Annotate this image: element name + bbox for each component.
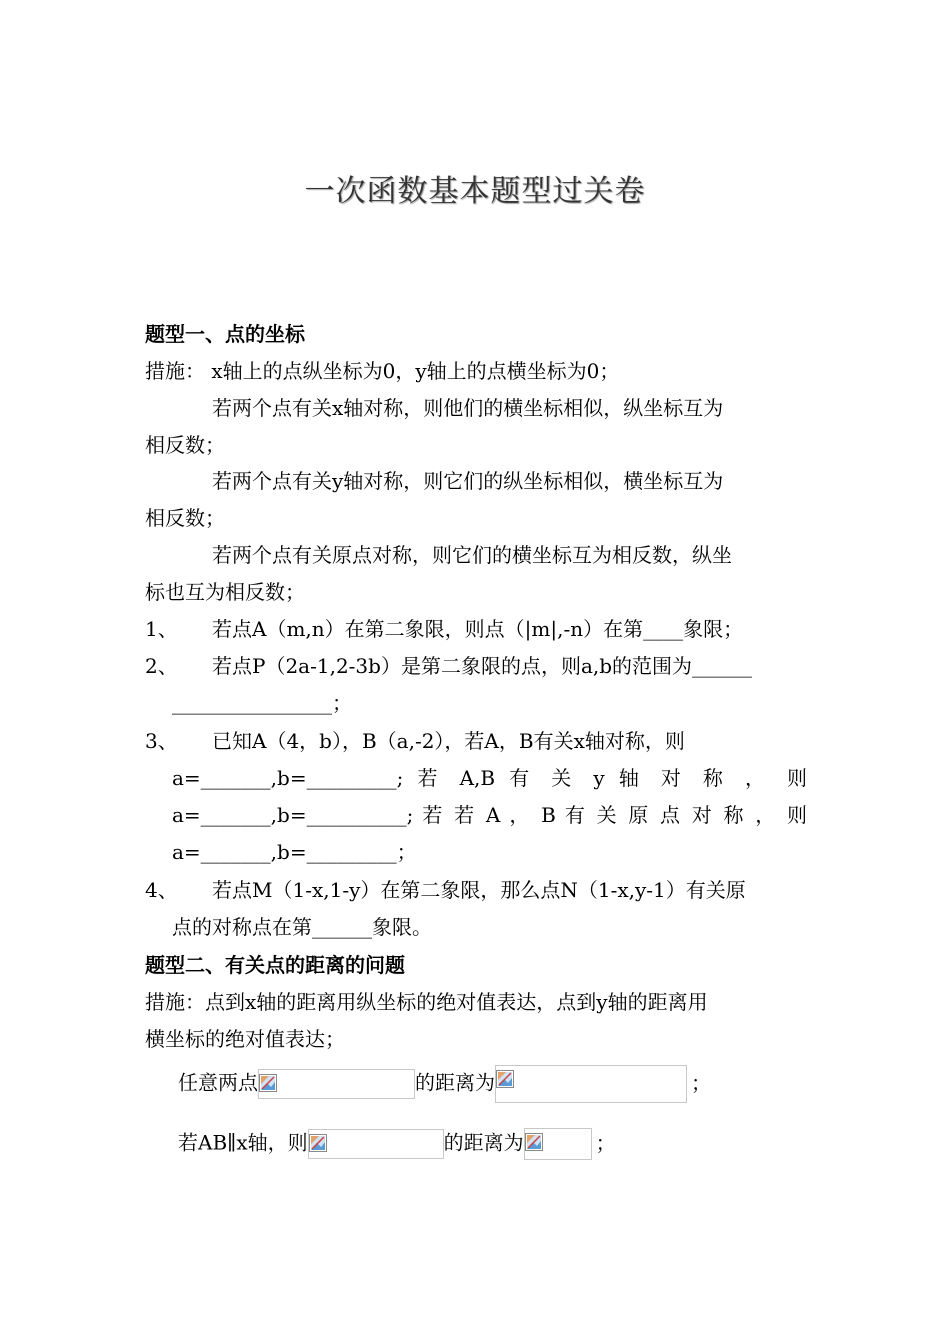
section1-measure-line: 措施： x轴上的点纵坐标为0，y轴上的点横坐标为0； xyxy=(145,359,620,383)
formula-text: ； xyxy=(595,1130,616,1155)
section1-measure-line: 若两个点有关y轴对称，则它们的纵坐标相似，横坐标互为 xyxy=(212,469,724,493)
broken-image-icon xyxy=(525,1133,543,1151)
question-text: 若点P（2a-1,2-3b）是第二象限的点，则a,b的范围为______ xyxy=(212,654,753,678)
formula-text: ； xyxy=(691,1070,711,1095)
question-3-line: a=_______,b=_________; 若 A,B 有 关 y 轴 对 称 ， 则 xyxy=(172,766,807,790)
question-2 xyxy=(145,652,807,680)
formula-image-placeholder xyxy=(524,1128,592,1160)
question-3-line: a=_______,b=__________; 若 若 A ， B 有 关 原 点 对 称 ， 则 xyxy=(172,803,807,827)
question-number: 3、 xyxy=(145,729,178,753)
question-4 xyxy=(145,876,807,904)
question-number: 2、 xyxy=(145,654,178,678)
question-3-line: a=_______,b=_________； xyxy=(172,840,417,864)
formula-line-1 xyxy=(178,1065,840,1105)
section1-measure-line: 相反数； xyxy=(145,506,225,530)
question-number: 1、 xyxy=(145,617,178,641)
question-1 xyxy=(145,615,807,643)
section1-measure-line: 若两个点有关x轴对称，则他们的横坐标相似，纵坐标互为 xyxy=(212,396,724,420)
section1-heading: 题型一、点的坐标 xyxy=(145,322,305,346)
broken-image-icon xyxy=(259,1074,277,1092)
question-text: 已知A（4，b），B（a,-2），若A，B有关x轴对称，则 xyxy=(212,729,685,753)
document-title: 一次函数基本题型过关卷 xyxy=(304,174,646,209)
section1-measure-line: 相反数； xyxy=(145,433,225,457)
formula-text: 的距离为 xyxy=(415,1070,495,1095)
section2-measure-line: 横坐标的绝对值表达； xyxy=(145,1027,345,1051)
formula-text: 若AB∥x轴，则 xyxy=(178,1130,308,1155)
question-text: 若点M（1-x,1-y）在第二象限，那么点N（1-x,y-1）有关原 xyxy=(212,878,746,902)
formula-image-placeholder xyxy=(495,1065,687,1103)
section2-measure-line: 措施：点到x轴的距离用纵坐标的绝对值表达，点到y轴的距离用 xyxy=(145,990,708,1014)
question-text: 若点A（m,n）在第二象限，则点（|m|,-n）在第____象限； xyxy=(212,617,744,641)
question-4-continuation: 点的对称点在第______象限。 xyxy=(172,915,432,939)
section1-measure-line: 标也互为相反数； xyxy=(145,580,305,604)
broken-image-icon xyxy=(496,1070,514,1088)
formula-text: 的距离为 xyxy=(443,1130,524,1155)
formula-image-placeholder xyxy=(308,1129,444,1159)
question-2-continuation: ________________； xyxy=(172,691,352,715)
question-number: 4、 xyxy=(145,878,178,902)
section1-measure-line: 若两个点有关原点对称，则它们的横坐标互为相反数，纵坐 xyxy=(212,543,732,567)
formula-line-2 xyxy=(178,1128,840,1168)
section2-heading: 题型二、有关点的距离的问题 xyxy=(145,953,405,977)
question-3 xyxy=(145,727,807,755)
formula-text: 任意两点 xyxy=(178,1070,258,1095)
formula-image-placeholder xyxy=(258,1069,415,1099)
broken-image-icon xyxy=(309,1134,327,1152)
